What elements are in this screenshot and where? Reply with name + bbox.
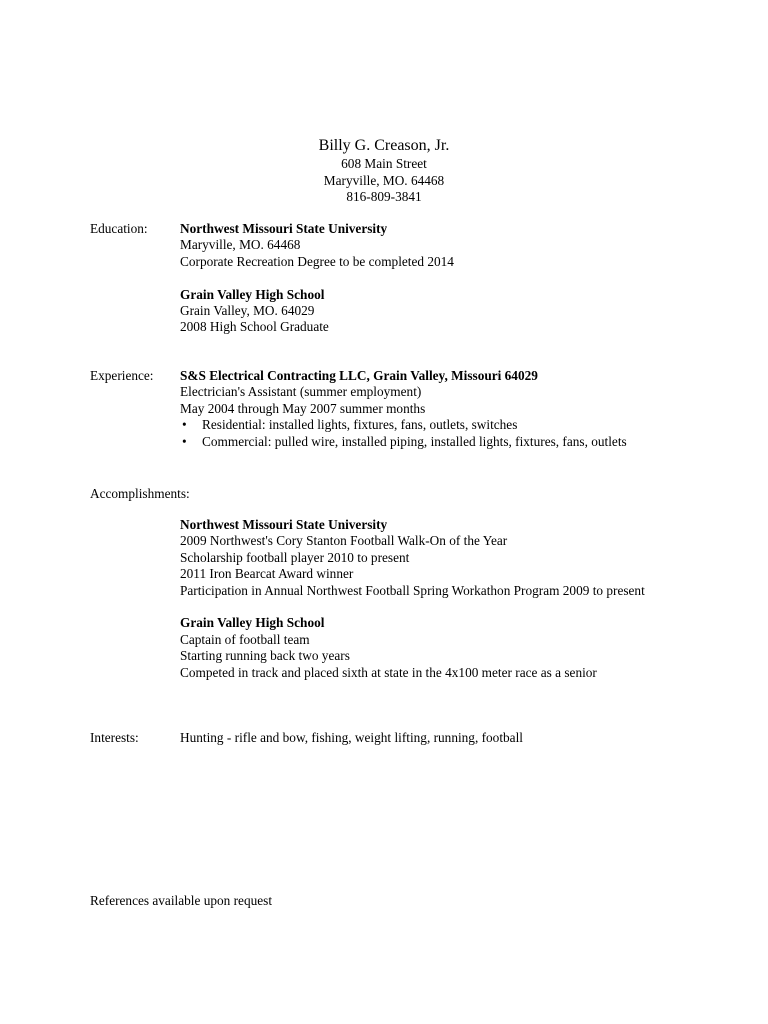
bullet-icon: • <box>182 417 187 433</box>
duty-text: Residential: installed lights, fixtures, fans, outlets, switches <box>202 417 518 433</box>
school-location: Maryville, MO. 64468 <box>180 237 301 253</box>
job-title: Electrician's Assistant (summer employment) <box>180 384 422 400</box>
spacer <box>180 599 740 615</box>
phone-number: 816-809-3841 <box>346 189 422 204</box>
list-item: 2009 Northwest's Cory Stanton Football Walk-On of the Year <box>180 533 508 549</box>
accomplishments-label: Accomplishments: <box>90 486 190 501</box>
list-item: Captain of football team <box>180 631 310 647</box>
list-item: 2011 Iron Bearcat Award winner <box>180 566 354 582</box>
list-item: Scholarship football player 2010 to present <box>180 549 410 565</box>
school-location: Grain Valley, MO. 64029 <box>180 303 315 319</box>
list-item <box>180 434 740 450</box>
duties-list <box>180 417 740 450</box>
applicant-name: Billy G. Creason, Jr. <box>318 137 450 154</box>
school-detail: Corporate Recreation Degree to be completed 2014 <box>180 253 454 269</box>
education-label: Education: <box>90 221 148 236</box>
interests-text: Hunting - rifle and bow, fishing, weight lifting, running, football <box>180 730 523 745</box>
contact-header <box>0 136 768 206</box>
street-address: 608 Main Street <box>341 156 427 171</box>
school-detail: 2008 High School Graduate <box>180 319 329 335</box>
org-name: Grain Valley High School <box>180 615 325 631</box>
city-state-zip: Maryville, MO. 64468 <box>323 172 445 188</box>
list-item: Participation in Annual Northwest Football Spring Workathon Program 2009 to present <box>180 582 645 598</box>
list-item <box>180 417 740 433</box>
experience-content <box>180 368 740 450</box>
experience-label: Experience: <box>90 368 154 383</box>
list-item: Starting running back two years <box>180 648 350 664</box>
school-name: Grain Valley High School <box>180 286 325 302</box>
list-item: Competed in track and placed sixth at state in the 4x100 meter race as a senior <box>180 664 597 680</box>
employment-dates: May 2004 through May 2007 summer months <box>180 400 426 416</box>
employer-name: S&S Electrical Contracting LLC, Grain Valley, Missouri 64029 <box>180 368 538 383</box>
accomplishments-content <box>180 517 740 681</box>
school-name: Northwest Missouri State University <box>180 221 388 236</box>
duty-text: Commercial: pulled wire, installed piping, installed lights, fixtures, fans, outlets <box>202 433 627 449</box>
education-content <box>180 221 740 336</box>
bullet-icon: • <box>182 433 187 449</box>
spacer <box>180 270 740 286</box>
interests-label: Interests: <box>90 730 139 745</box>
references-note: References available upon request <box>90 893 273 908</box>
org-name: Northwest Missouri State University <box>180 517 388 532</box>
